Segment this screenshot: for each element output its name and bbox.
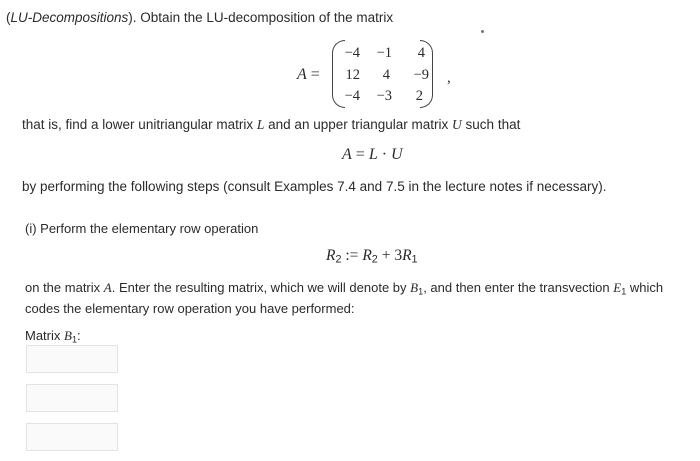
var-E: E xyxy=(613,280,622,295)
matrix-cell: 4 xyxy=(417,45,425,61)
desc-text: on the matrix xyxy=(25,280,101,295)
matrix-cell: −1 xyxy=(376,45,392,61)
problem-intro: (LU-Decompositions). Obtain the LU-decomposition of the matrix xyxy=(6,10,394,25)
eq-U: U xyxy=(391,146,403,163)
matrix-cell: 12 xyxy=(345,67,360,83)
var-B: B xyxy=(64,328,72,343)
matrix-cell: −4 xyxy=(344,88,360,104)
eq-lhs: A xyxy=(342,146,352,163)
desc-text: , and then enter the transvection xyxy=(423,280,610,295)
var-A: A xyxy=(103,280,112,295)
op-coef: 3 xyxy=(394,247,403,264)
op-R: R xyxy=(326,247,336,264)
matrix-comma: , xyxy=(447,70,451,86)
instruction-line xyxy=(22,117,520,133)
desc-text: . Enter the resulting matrix, which we will denote by xyxy=(111,280,407,295)
label-text: Matrix xyxy=(25,328,61,343)
instruction-text: and an upper triangular matrix xyxy=(268,117,449,132)
matrix-cell: 2 xyxy=(415,88,423,104)
steps-instruction: by performing the following steps (consult Examples 7.4 and 7.5 in the lecture notes if necessary). xyxy=(22,179,607,194)
matrix-b1-input-2[interactable] xyxy=(26,384,118,412)
matrix-b1-input-1[interactable] xyxy=(26,345,118,373)
matrix-b1-label: Matrix $B_1$: xyxy=(25,328,81,345)
matrix-name: A xyxy=(297,66,307,83)
problem-intro-text: Obtain the LU-decomposition of the matrix xyxy=(140,10,394,25)
var-L: L xyxy=(256,117,265,132)
op-R: R xyxy=(402,247,412,264)
stray-dot xyxy=(481,30,484,33)
matrix-cell: −4 xyxy=(344,45,360,61)
var-U: U xyxy=(452,117,462,132)
matrix-cell: 4 xyxy=(382,67,390,83)
instruction-text: such that xyxy=(465,117,521,132)
matrix-cell: −3 xyxy=(376,88,392,104)
op-R: R xyxy=(362,247,372,264)
decomposition-equation: A = L · U xyxy=(342,146,403,163)
matrix-cell: −9 xyxy=(413,67,429,83)
problem-title: LU-Decompositions xyxy=(10,10,129,25)
eq-L: L xyxy=(368,146,378,163)
desc-text: which codes the elementary row operation you have performed: xyxy=(25,280,664,317)
var-B: B xyxy=(410,280,419,295)
part-i-label: (i) Perform the elementary row operation xyxy=(25,221,259,236)
part-i-description: on the matrix A. Enter the resulting matrix, which we will denote by $B_1$, and then enter the transvection $E_1$ which codes the elementary row operation you have performed: xyxy=(25,280,664,317)
instruction-text: that is, find a lower unitriangular matrix xyxy=(22,117,254,132)
matrix-b1-input-3[interactable] xyxy=(26,423,118,451)
row-operation: $R_2$ := $R_2 + 3R_1$ xyxy=(326,247,418,266)
matrix-lhs: A = xyxy=(297,66,320,83)
